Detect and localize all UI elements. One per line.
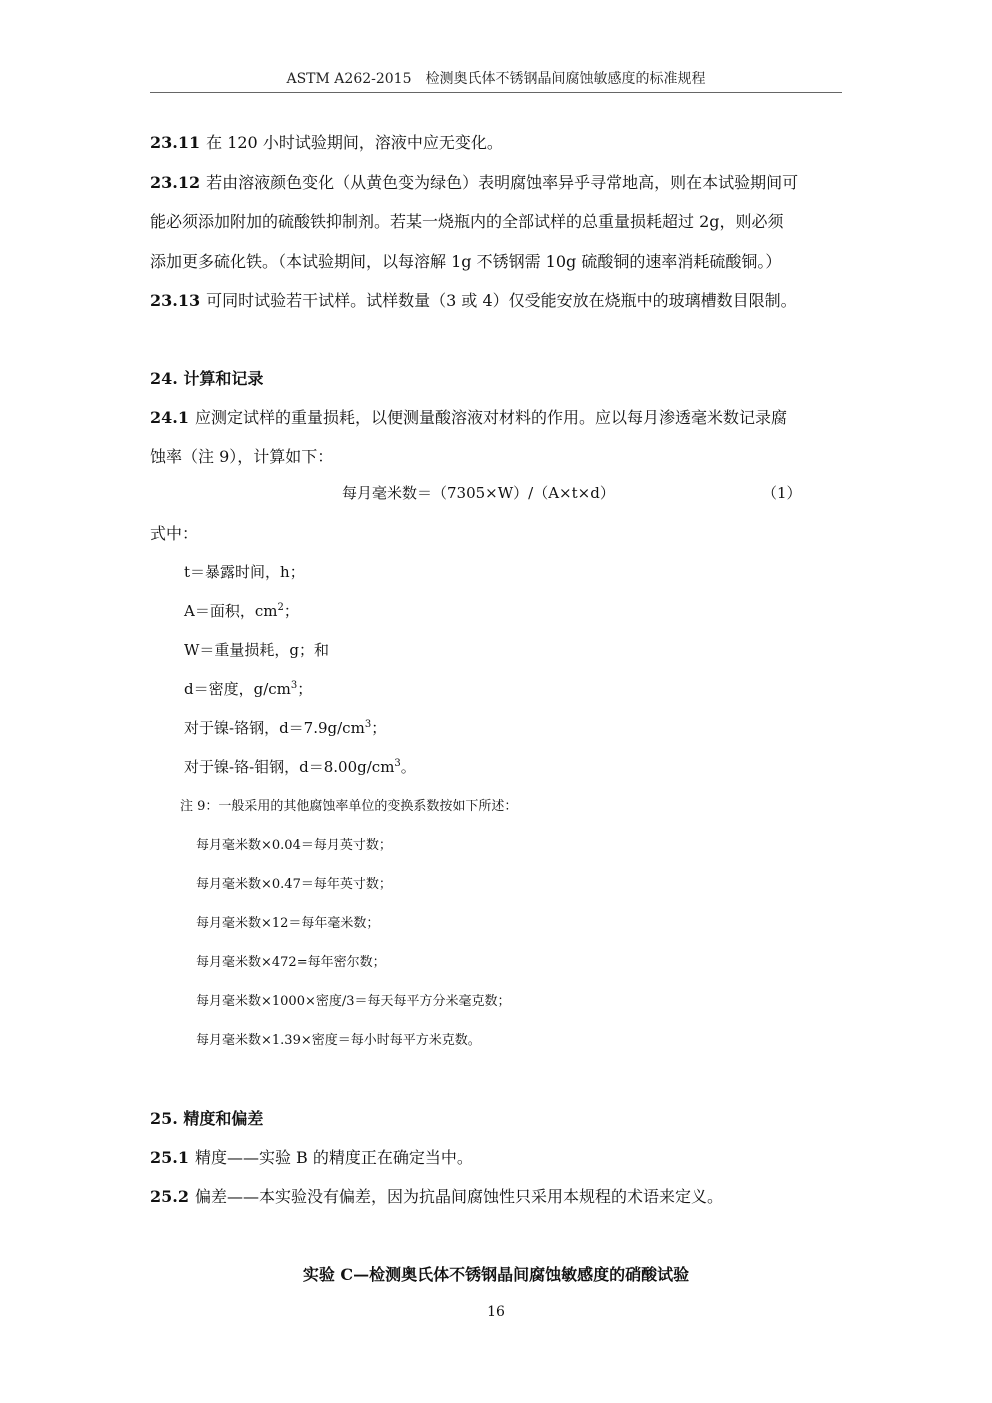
para-text: 在 120 小时试验期间，溶液中应无变化。 [206,133,503,152]
conversion-item: 每月毫米数×1000×密度/3＝每天每平方分米毫克数； [196,994,511,1009]
var-d [184,678,312,699]
para-text: 偏差——本实验没有偏差，因为抗晶间腐蚀性只采用本规程的术语来定义。 [194,1187,723,1206]
var-text: d＝密度，g/cm [184,680,291,698]
page-number: 16 [487,1304,505,1320]
conversion-item: 每月毫米数×1.39×密度＝每小时每平方米克数。 [196,1033,481,1048]
experiment-c-title: 实验 C—检测奥氏体不锈钢晶间腐蚀敏感度的硝酸试验 [302,1265,690,1284]
var-text: ； [371,719,387,737]
para-number: 23.11 [150,133,201,152]
var-text: A＝面积，cm [184,602,278,620]
formula: 每月毫米数＝（7305×W）/（A×t×d） [342,484,615,502]
var-text: 。 [400,758,416,776]
para-text: 若由溶液颜色变化（从黄色变为绿色）表明腐蚀率异乎寻常地高，则在本试验期间可 [206,173,799,192]
para-number: 23.12 [150,173,201,192]
var-W: W＝重量损耗，g；和 [184,641,330,659]
para-25-2 [150,1184,723,1207]
density-ni-cr-mo [184,756,416,777]
header-rule [150,92,842,93]
var-text: 对于镍-铬-钼钢，d＝8.00g/cm [184,758,395,776]
para-23-13 [150,288,797,311]
para-24-1-line1 [150,405,787,428]
var-text: ； [297,680,313,698]
para-23-12-line1 [150,170,798,193]
para-23-12-line3: 添加更多硫化铁。（本试验期间，以每溶解 1g 不锈钢需 10g 硫酸铜的速率消耗硫酸铜。） [150,252,782,271]
para-25-1 [150,1145,473,1168]
superscript: 3 [394,758,401,769]
conversion-item: 每月毫米数×472=每年密尔数； [196,955,386,970]
running-header: ASTM A262-2015 检测奥氏体不锈钢晶间腐蚀敏感度的标准规程 [286,71,706,87]
var-text: ； [283,602,299,620]
note-9: 注 9：一般采用的其他腐蚀率单位的变换系数按如下所述： [180,799,518,814]
density-ni-cr [184,717,386,738]
conversion-item: 每月毫米数×0.47＝每年英寸数； [196,877,392,892]
para-number: 23.13 [150,291,201,310]
para-23-12-line2: 能必须添加附加的硫酸铁抑制剂。若某一烧瓶内的全部试样的总重量损耗超过 2g，则必须 [150,212,784,231]
conversion-item: 每月毫米数×0.04＝每月英寸数； [196,838,392,853]
superscript: 3 [290,680,298,691]
conversion-item: 每月毫米数×12＝每年毫米数； [196,916,380,931]
para-text: 可同时试验若干试样。试样数量（3 或 4）仅受能安放在烧瓶中的玻璃槽数目限制。 [206,291,797,310]
para-number: 24.1 [150,408,189,427]
para-number: 25.1 [150,1148,189,1167]
section-heading-25: 25. 精度和偏差 [150,1109,264,1128]
where-label: 式中： [150,524,199,543]
para-number: 25.2 [150,1187,189,1206]
superscript: 2 [277,602,284,613]
superscript: 3 [364,719,372,730]
var-text: 对于镍-铬钢，d＝7.9g/cm [184,719,365,737]
var-t: t＝暴露时间，h； [184,563,305,581]
para-23-11 [150,130,503,153]
para-text: 应测定试样的重量损耗，以便测量酸溶液对材料的作用。应以每月渗透毫米数记录腐 [194,408,787,427]
var-A [184,600,299,621]
para-24-1-line2: 蚀率（注 9），计算如下： [150,447,334,466]
section-heading-24: 24. 计算和记录 [150,369,264,388]
equation-number: （1） [762,484,802,502]
para-text: 精度——实验 B 的精度正在确定当中。 [194,1148,473,1167]
